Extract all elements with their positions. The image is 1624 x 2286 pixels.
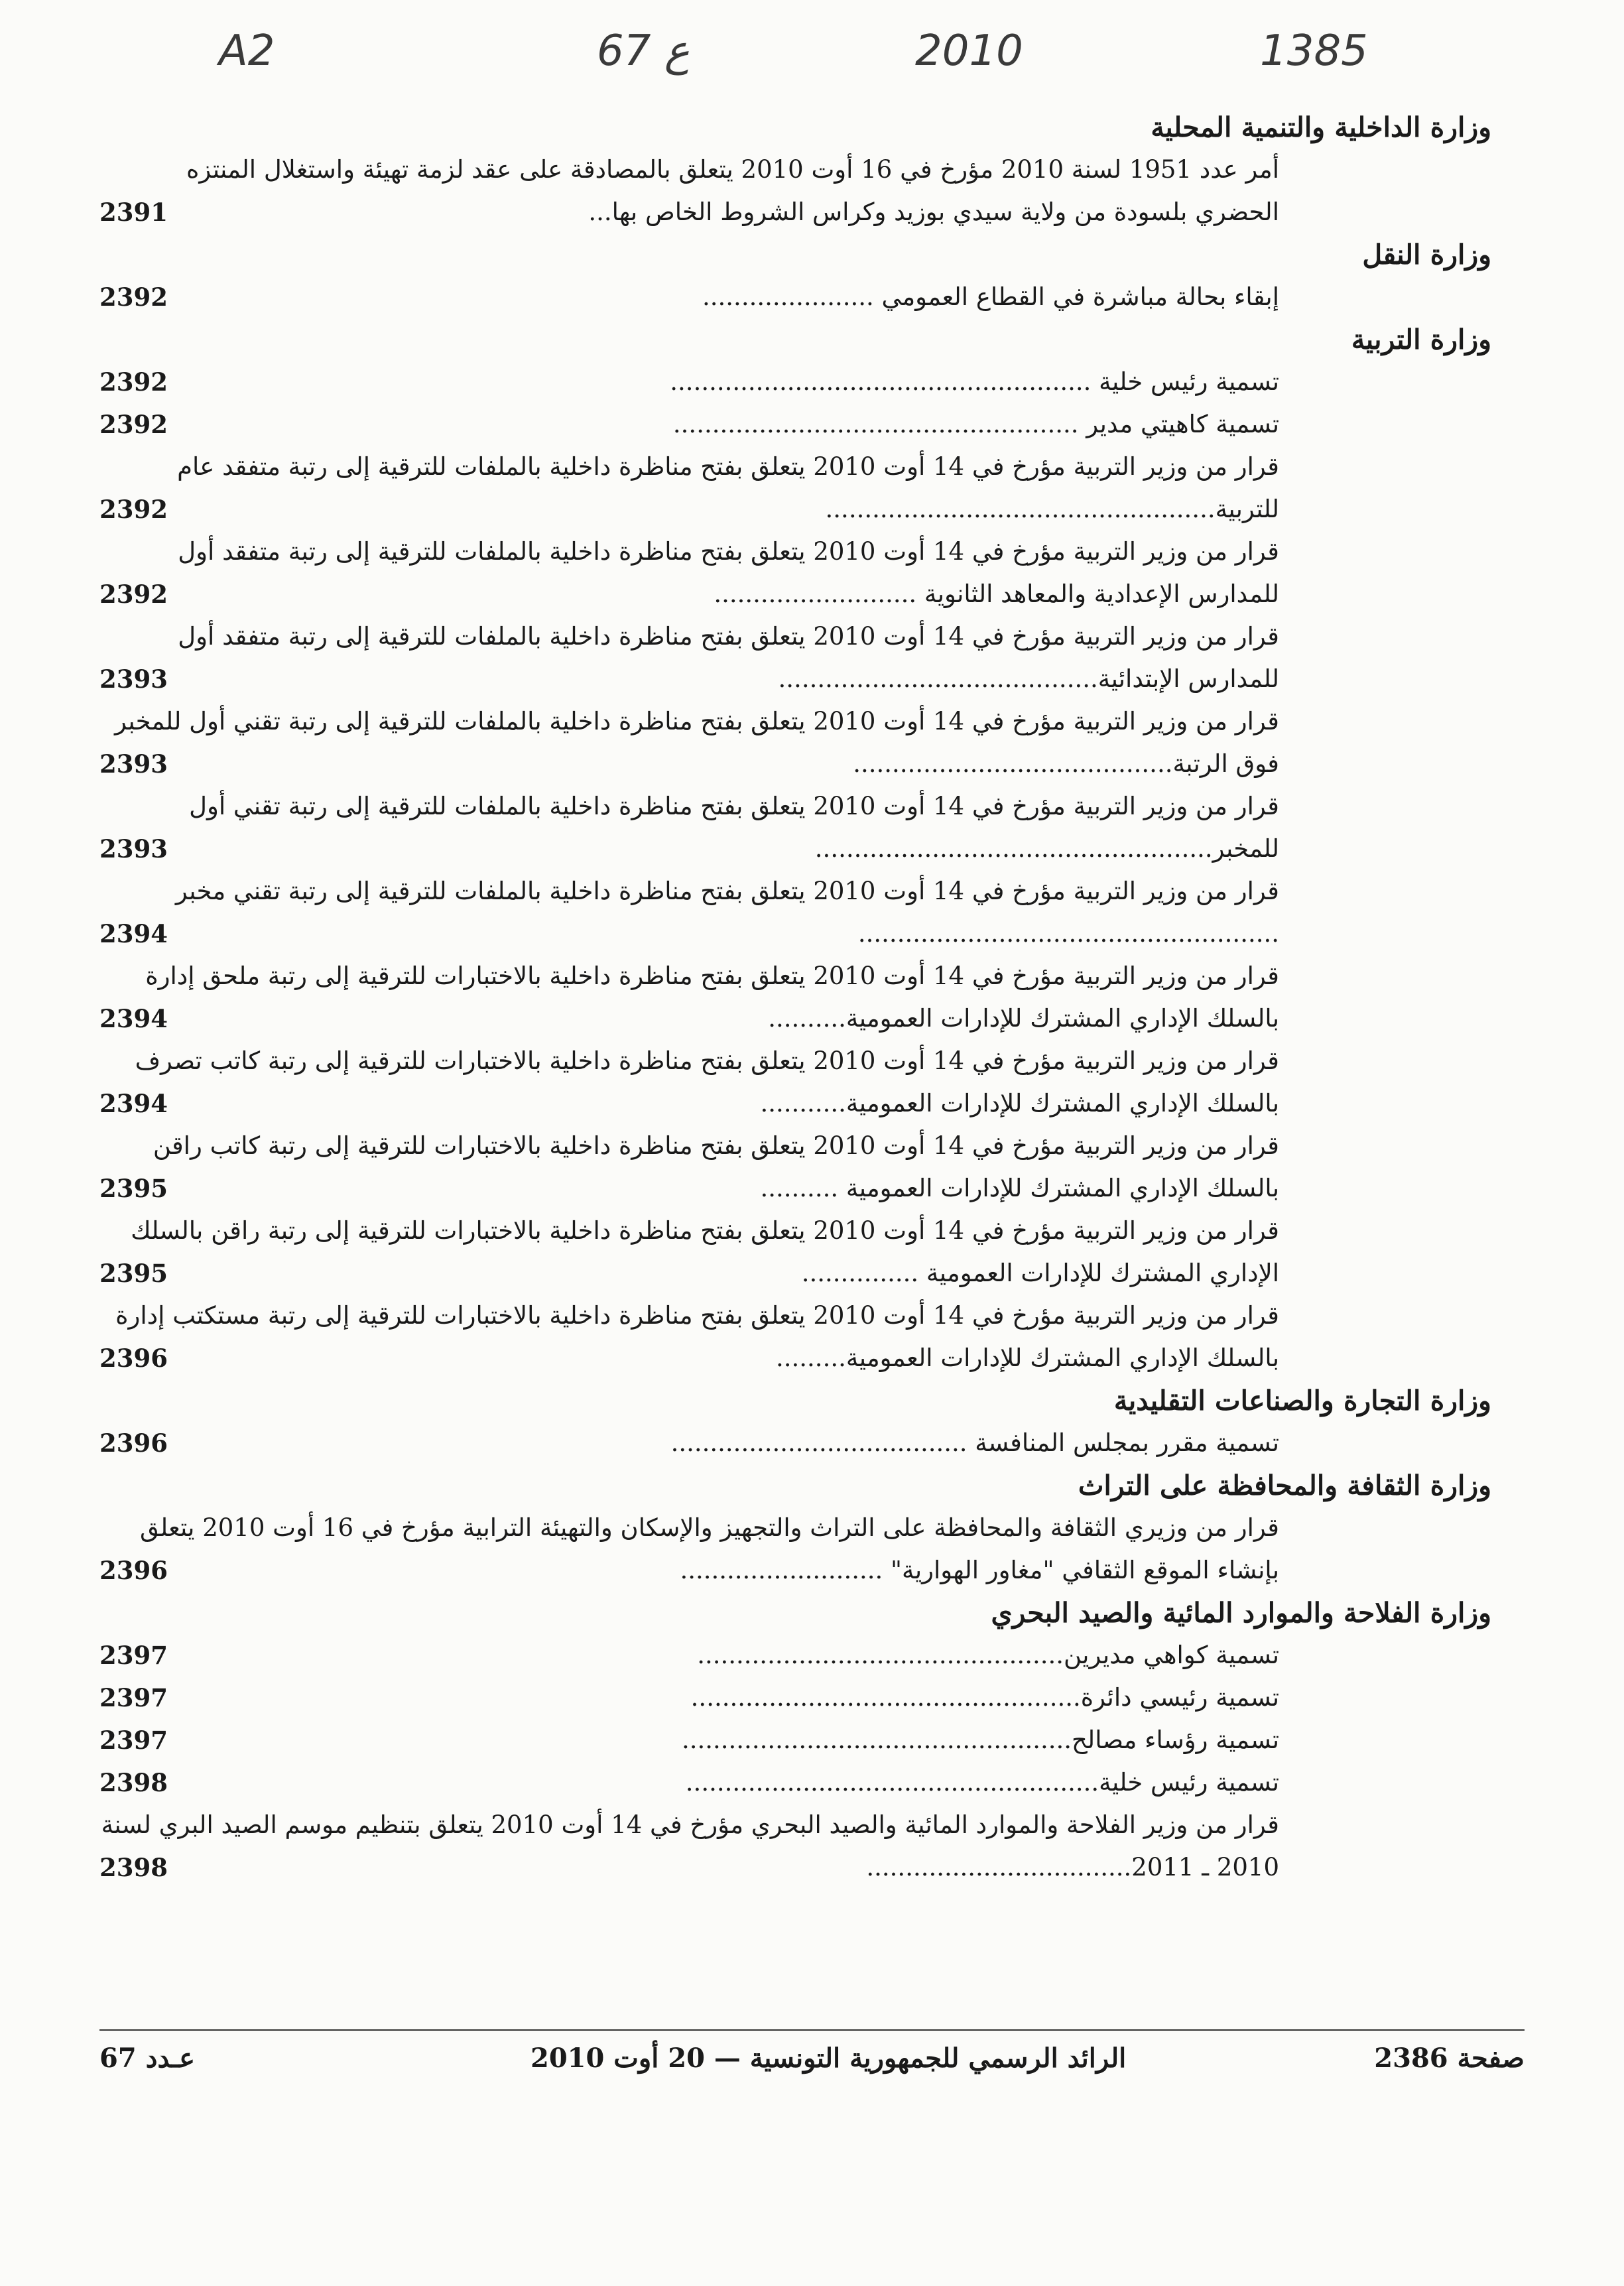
handwritten-note-1: A2 — [219, 27, 275, 76]
toc-entry[interactable] — [99, 361, 1359, 403]
toc-page-number: 2391 — [99, 198, 168, 227]
toc-entry[interactable] — [99, 403, 1359, 446]
footer-rule — [99, 2029, 1525, 2031]
handwritten-note-4: 1385 — [1260, 27, 1368, 76]
toc-page-number: 2396 — [99, 1556, 168, 1585]
toc-entry[interactable] — [99, 1040, 1359, 1125]
toc-entry-text: تسمية كواهي مديرين............................................... — [697, 1641, 1279, 1669]
toc-entry-text: قرار من وزير التربية مؤرخ في 14 أوت 2010 يتعلق بفتح مناظرة داخلية بالملفات للترقية إلى رتبة تقني أول للمخبر................................................... — [189, 792, 1279, 863]
toc-page-number: 2393 — [99, 834, 168, 863]
toc-page-number: 2397 — [99, 1641, 168, 1670]
footer-issue: عـدد 67 — [99, 2043, 195, 2074]
toc-entry[interactable] — [99, 785, 1359, 870]
table-of-contents — [99, 106, 1491, 1889]
toc-entry-text: تسمية مقرر بمجلس المنافسة ...................................... — [670, 1429, 1279, 1457]
toc-page-number: 2398 — [99, 1768, 168, 1797]
toc-entry[interactable] — [99, 1125, 1359, 1210]
footer-page: صفحة 2386 — [1374, 2043, 1525, 2074]
toc-page-number: 2398 — [99, 1853, 168, 1882]
toc-entry[interactable] — [99, 1422, 1359, 1464]
toc-entry-text: تسمية رئيس خلية ...................................................... — [670, 367, 1279, 396]
toc-page-number: 2394 — [99, 1004, 168, 1033]
toc-page-number: 2395 — [99, 1259, 168, 1288]
toc-entry[interactable] — [99, 1210, 1359, 1295]
toc-entry-text: قرار من وزير التربية مؤرخ في 14 أوت 2010 يتعلق بفتح مناظرة داخلية بالملفات للترقية إلى رتبة تقني مخبر ...................................................... — [175, 877, 1279, 948]
toc-entry-text: قرار من وزير التربية مؤرخ في 14 أوت 2010 يتعلق بفتح مناظرة داخلية بالاختبارات للترقية إلى رتبة راقن بالسلك الإداري المشترك للإدارات العمومية ............... — [131, 1216, 1279, 1287]
ministry-heading: وزارة النقل — [1362, 239, 1491, 271]
toc-entry-text: تسمية رئيس خلية..................................................... — [685, 1768, 1279, 1797]
toc-entry[interactable] — [99, 615, 1359, 700]
toc-entry-text: قرار من وزير التربية مؤرخ في 14 أوت 2010 يتعلق بفتح مناظرة داخلية بالملفات للترقية إلى رتبة تقني أول للمخبر فوق الرتبة......................................... — [114, 707, 1279, 778]
toc-entry[interactable] — [99, 1761, 1359, 1804]
ministry-heading: وزارة الفلاحة والموارد المائية والصيد البحري — [991, 1597, 1491, 1629]
handwritten-note-3: 2010 — [915, 27, 1023, 76]
toc-page-number: 2395 — [99, 1174, 168, 1203]
toc-entry-text: قرار من وزير التربية مؤرخ في 14 أوت 2010 يتعلق بفتح مناظرة داخلية بالاختبارات للترقية إلى رتبة كاتب راقن بالسلك الإداري المشترك للإدارات العمومية .......... — [153, 1131, 1279, 1202]
toc-page-number: 2394 — [99, 1089, 168, 1118]
toc-page-number: 2397 — [99, 1683, 168, 1712]
toc-page-number: 2394 — [99, 919, 168, 948]
toc-entry-text: إبقاء بحالة مباشرة في القطاع العمومي ...................... — [702, 283, 1279, 311]
toc-page-number: 2396 — [99, 1429, 168, 1458]
ministry-heading: وزارة الثقافة والمحافظة على التراث — [1078, 1470, 1491, 1501]
toc-page-number: 2392 — [99, 580, 168, 609]
toc-entry-text: قرار من وزير التربية مؤرخ في 14 أوت 2010 يتعلق بفتح مناظرة داخلية بالملفات للترقية إلى رتبة متفقد عام للتربية.................................................. — [177, 452, 1279, 523]
footer-center: الرائد الرسمي للجمهورية التونسية — 20 أوت 2010 — [531, 2043, 1127, 2074]
ministry-heading: وزارة الداخلية والتنمية المحلية — [1151, 111, 1491, 143]
toc-entry[interactable] — [99, 1719, 1359, 1761]
toc-entry[interactable] — [99, 1634, 1359, 1677]
toc-entry-text: قرار من وزير التربية مؤرخ في 14 أوت 2010 يتعلق بفتح مناظرة داخلية بالملفات للترقية إلى رتبة متفقد أول للمدارس الإعدادية والمعاهد الثانوية .......................... — [178, 537, 1279, 608]
toc-page-number: 2393 — [99, 665, 168, 694]
toc-entry-text: قرار من وزير الفلاحة والموارد المائية والصيد البحري مؤرخ في 14 أوت 2010 يتعلق بتنظيم موسم الصيد البري لسنة 2010 ـ 2011.................................. — [101, 1810, 1279, 1881]
toc-entry-text: أمر عدد 1951 لسنة 2010 مؤرخ في 16 أوت 2010 يتعلق بالمصادقة على عقد لزمة تهيئة واستغلال المنتزه الحضري بلسودة من ولاية سيدي بوزيد وكراس الشروط الخاص بها... — [186, 155, 1279, 226]
toc-entry-text: قرار من وزير التربية مؤرخ في 14 أوت 2010 يتعلق بفتح مناظرة داخلية بالاختبارات للترقية إلى رتبة ملحق إدارة بالسلك الإداري المشترك للإدارات العمومية.......... — [145, 962, 1279, 1033]
ministry-heading: وزارة التجارة والصناعات التقليدية — [1113, 1385, 1491, 1417]
toc-page-number: 2392 — [99, 410, 168, 439]
toc-entry[interactable] — [99, 1507, 1359, 1592]
toc-page-number: 2392 — [99, 283, 168, 312]
toc-page-number: 2397 — [99, 1726, 168, 1755]
handwritten-note-2: 67 ع — [597, 27, 690, 76]
toc-entry[interactable] — [99, 870, 1359, 955]
toc-entry[interactable] — [99, 149, 1359, 233]
toc-entry[interactable] — [99, 700, 1359, 785]
toc-page-number: 2393 — [99, 749, 168, 779]
toc-entry[interactable] — [99, 955, 1359, 1040]
toc-page-number: 2396 — [99, 1344, 168, 1373]
toc-entry-text: تسمية رؤساء مصالح.................................................. — [681, 1726, 1279, 1754]
toc-entry-text: قرار من وزير التربية مؤرخ في 14 أوت 2010 يتعلق بفتح مناظرة داخلية بالاختبارات للترقية إلى رتبة مستكتب إدارة بالسلك الإداري المشترك للإدارات العمومية......... — [115, 1301, 1279, 1372]
toc-entry-text: قرار من وزير التربية مؤرخ في 14 أوت 2010 يتعلق بفتح مناظرة داخلية بالاختبارات للترقية إلى رتبة كاتب تصرف بالسلك الإداري المشترك للإدارات العمومية........... — [135, 1047, 1279, 1117]
toc-entry[interactable] — [99, 531, 1359, 615]
toc-entry-text: قرار من وزير التربية مؤرخ في 14 أوت 2010 يتعلق بفتح مناظرة داخلية بالملفات للترقية إلى رتبة متفقد أول للمدارس الإبتدائية......................................... — [178, 622, 1279, 693]
toc-entry-text: تسمية رئيسي دائرة.................................................. — [690, 1683, 1279, 1712]
ministry-heading: وزارة التربية — [1351, 324, 1491, 355]
toc-page-number: 2392 — [99, 495, 168, 524]
toc-entry[interactable] — [99, 1295, 1359, 1379]
toc-entry[interactable] — [99, 276, 1359, 318]
toc-entry[interactable] — [99, 1677, 1359, 1719]
toc-page-number: 2392 — [99, 367, 168, 397]
toc-entry[interactable] — [99, 446, 1359, 531]
toc-entry-text: قرار من وزيري الثقافة والمحافظة على التراث والتجهيز والإسكان والتهيئة الترابية مؤرخ في 16 أوت 2010 يتعلق بإنشاء الموقع الثقافي "مغاور الهوارية" .......................... — [140, 1513, 1279, 1584]
toc-entry[interactable] — [99, 1804, 1359, 1889]
toc-entry-text: تسمية كاهيتي مدير .................................................... — [672, 410, 1279, 438]
